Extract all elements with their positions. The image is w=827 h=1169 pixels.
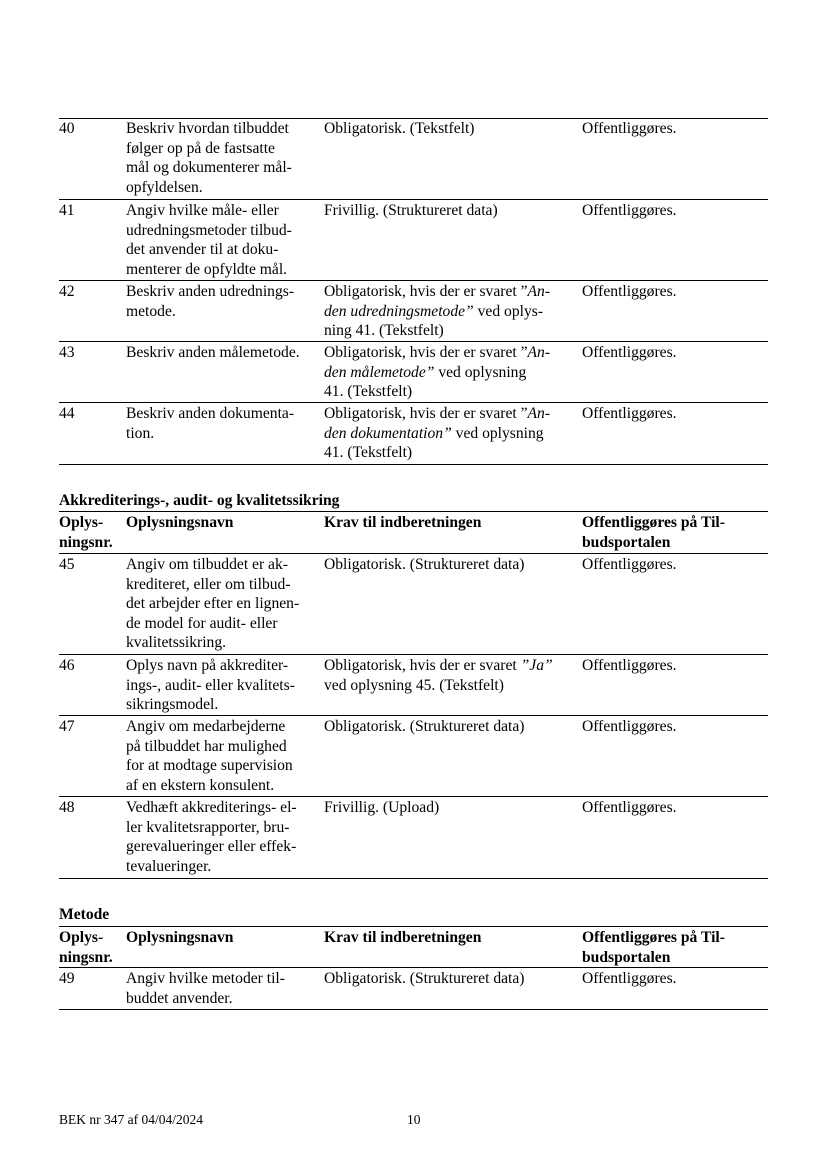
row-krav-line [324,321,576,341]
header-off-line: Offentliggøres på Til- [582,929,725,946]
row-krav-segment: ved oplysning [451,424,544,442]
row-name [126,343,316,363]
row-krav-segment: Obligatorisk. (Struktureret data) [324,970,525,987]
row-name-line: Beskriv hvordan tilbuddet [126,120,289,137]
row-krav-segment: Obligatorisk, hvis der er svaret ” [324,405,528,422]
row-name-line: følger op på de fastsatte [126,139,275,157]
row-name-line: på tilbuddet har mulighed [126,737,287,755]
row-name-line: det anvender til at doku- [126,241,279,258]
row-krav [324,404,576,463]
row-offentliggoerelse: Offentliggøres. [582,405,677,422]
table-rule [59,341,768,342]
row-name-line: Vedhæft akkrediterings- el- [126,799,297,816]
row-krav-line [324,443,576,463]
row-krav-segment: den dokumentation” [324,424,452,442]
row-name-line: Angiv hvilke måle- eller [126,202,279,219]
row-krav-segment: den udredningsmetode” [324,302,474,320]
header-name: Oplysningsnavn [126,514,234,531]
table-rule [59,1009,768,1010]
table-rule [59,464,768,465]
row-krav-segment: Frivillig. (Upload) [324,799,440,816]
row-krav-line [324,555,576,575]
row-krav-segment: ved oplys- [473,302,544,320]
section-title-metode: Metode [59,906,110,923]
table-rule [59,402,768,403]
row-offentliggoerelse: Offentliggøres. [582,283,677,300]
row-offentliggoerelse: Offentliggøres. [582,970,677,987]
row-krav-segment: ved oplysning [434,363,527,381]
row-offentliggoerelse: Offentliggøres. [582,120,677,137]
table-rule [59,967,768,968]
row-krav-line [324,363,576,383]
row-name-line: udredningsmetoder tilbud- [126,221,292,239]
row-krav-segment: An- [527,344,551,361]
row-krav-segment: 41. (Tekstfelt) [324,383,413,400]
row-krav-line [324,969,576,989]
row-krav [324,555,576,575]
row-krav-line [324,424,576,444]
row-name-line: Angiv om medarbejderne [126,718,286,735]
row-name-line: krediteret, eller om tilbud- [126,575,291,593]
page-number: 10 [407,1112,421,1127]
row-krav [324,282,576,341]
row-name [126,656,316,715]
row-name [126,404,316,443]
row-krav-segment: ning 41. (Tekstfelt) [324,322,444,339]
row-krav [324,343,576,402]
row-krav [324,119,576,139]
row-krav-segment: den målemetode” [324,363,435,381]
row-number: 46 [59,657,75,674]
row-name-line: Angiv om tilbuddet er ak- [126,556,288,573]
row-offentliggoerelse: Offentliggøres. [582,344,677,361]
row-krav-segment: Obligatorisk, hvis der er svaret ” [324,283,528,300]
header-name: Oplysningsnavn [126,929,234,946]
table-rule [59,199,768,200]
row-number: 43 [59,344,75,361]
row-name-line: de model for audit- eller [126,614,278,632]
row-name-line: ings-, audit- eller kvalitets- [126,676,295,694]
table-rule [59,926,768,927]
row-krav-line [324,282,576,302]
row-number: 47 [59,718,75,735]
row-krav-line [324,119,576,139]
header-off-line: Offentliggøres på Til- [582,514,725,531]
row-krav-segment: ved oplysning 45. (Tekstfelt) [324,676,504,694]
row-name-line: gerevalueringer eller effek- [126,838,297,855]
row-number: 48 [59,799,75,816]
table-rule [59,654,768,655]
row-krav [324,201,576,221]
row-name-line: opfyldelsen. [126,178,203,196]
header-off-line: budsportalen [582,948,671,966]
table-rule [59,796,768,797]
header-nr-line: ningsnr. [59,948,113,966]
row-name-line: tevalueringer. [126,857,212,875]
row-name-line: metode. [126,302,176,320]
row-name-line: menterer de opfyldte mål. [126,260,288,278]
row-name [126,201,316,279]
row-number: 45 [59,556,75,573]
row-name [126,119,316,197]
row-number: 40 [59,120,75,137]
row-krav-line [324,201,576,221]
row-krav-line [324,717,576,737]
header-krav: Krav til indberetningen [324,514,482,531]
row-name-line: buddet anvender. [126,989,233,1007]
header-nr [59,928,123,967]
row-name-line: Beskriv anden målemetode. [126,344,300,361]
row-krav-segment: An- [527,283,551,300]
row-offentliggoerelse: Offentliggøres. [582,718,677,735]
row-krav-segment: An- [527,405,551,422]
row-name-line: Angiv hvilke metoder til- [126,970,285,987]
row-krav-segment: Obligatorisk. (Tekstfelt) [324,120,475,137]
row-number: 41 [59,202,75,219]
table-rule [59,511,768,512]
row-number: 44 [59,405,75,422]
header-nr [59,513,123,552]
row-krav [324,656,576,695]
row-number: 49 [59,970,75,987]
row-name-line: mål og dokumenterer mål- [126,159,292,176]
row-name [126,555,316,653]
row-krav-line [324,302,576,322]
row-krav-segment: Frivillig. (Struktureret data) [324,202,498,219]
row-offentliggoerelse: Offentliggøres. [582,556,677,573]
row-number: 42 [59,283,75,300]
row-krav-segment: Obligatorisk. (Struktureret data) [324,556,525,573]
header-nr-line: Oplys- [59,929,104,946]
row-name-line: sikringsmodel. [126,696,219,713]
header-nr-line: Oplys- [59,514,104,531]
row-krav-line [324,798,576,818]
row-offentliggoerelse: Offentliggøres. [582,657,677,674]
row-krav [324,717,576,737]
row-krav-line [324,343,576,363]
row-name [126,717,316,795]
header-off [582,928,768,967]
row-krav-segment: 41. (Tekstfelt) [324,444,413,461]
row-name-line: kvalitetssikring. [126,634,227,651]
row-krav [324,969,576,989]
row-krav-line [324,382,576,402]
row-krav-line [324,676,576,696]
table-rule [59,280,768,281]
row-krav-segment: Obligatorisk, hvis der er svaret ” [324,344,528,361]
table-rule [59,878,768,879]
row-krav-segment: ”Ja” [520,657,553,674]
header-krav: Krav til indberetningen [324,929,482,946]
row-name-line: Beskriv anden udrednings- [126,283,295,300]
row-offentliggoerelse: Offentliggøres. [582,202,677,219]
row-name-line: Beskriv anden dokumenta- [126,405,295,422]
row-name-line: ler kvalitetsrapporter, bru- [126,818,290,836]
row-name [126,798,316,876]
table-rule [59,715,768,716]
header-off [582,513,768,552]
row-krav-segment: Obligatorisk. (Struktureret data) [324,718,525,735]
row-krav-line [324,404,576,424]
row-krav-segment: Obligatorisk, hvis der er svaret [324,657,521,674]
row-krav [324,798,576,818]
row-name [126,969,316,1008]
row-name-line: tion. [126,424,155,442]
row-name-line: af en ekstern konsulent. [126,776,275,794]
footer-reference: BEK nr 347 af 04/04/2024 [59,1112,203,1127]
row-name [126,282,316,321]
row-name-line: det arbejder efter en lignen- [126,595,300,612]
header-nr-line: ningsnr. [59,533,113,551]
table-rule [59,553,768,554]
row-name-line: Oplys navn på akkrediter- [126,657,289,674]
row-krav-line [324,656,576,676]
header-off-line: budsportalen [582,533,671,551]
section-title-akkreditering: Akkrediterings-, audit- og kvalitetssikring [59,492,340,509]
row-name-line: for at modtage supervision [126,757,293,774]
row-offentliggoerelse: Offentliggøres. [582,799,677,816]
